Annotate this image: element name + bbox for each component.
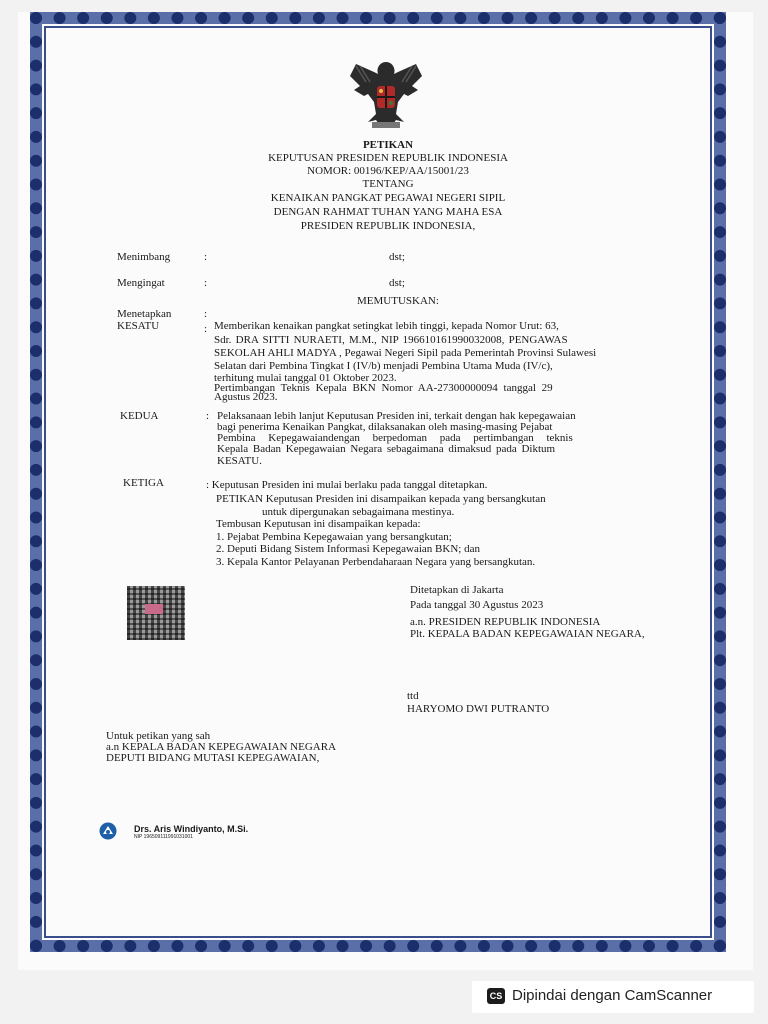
ketiga-label: KETIGA — [123, 477, 164, 489]
mengingat-value: dst; — [389, 277, 405, 289]
kesatu-label: KESATU — [117, 320, 160, 332]
ditetapkan-date: Pada tanggal 30 Agustus 2023 — [410, 599, 544, 611]
signer-nip: NIP 196509111991031001 — [134, 834, 193, 840]
camscanner-text: Dipindai dengan CamScanner — [512, 987, 713, 1004]
kedua-line4: Kepala Badan Kepegawaian Negara sebagaimana dimaksud pada Diktum — [217, 443, 556, 455]
kedua-line5: KESATU. — [217, 455, 262, 467]
petikan-sah-line1: Untuk petikan yang sah — [106, 730, 211, 742]
menimbang-value: dst; — [389, 251, 405, 263]
ttd-mark: ttd — [407, 690, 419, 702]
ditetapkan-place: Ditetapkan di Jakarta — [410, 584, 504, 596]
kesatu-line7: Agustus 2023. — [214, 391, 278, 403]
header-title: KEPUTUSAN PRESIDEN REPUBLIK INDONESIA — [268, 152, 508, 164]
header-rahmat: DENGAN RAHMAT TUHAN YANG MAHA ESA — [273, 206, 503, 218]
garuda-emblem-icon — [346, 56, 426, 134]
menetapkan-label: Menetapkan — [117, 308, 172, 320]
header-tentang: TENTANG — [362, 178, 414, 190]
kedua-label: KEDUA — [120, 410, 159, 422]
menimbang-colon: : — [204, 251, 208, 263]
menetapkan-colon: : — [204, 308, 208, 320]
kesatu-line2: Sdr. DRA SITTI NURAETI, M.M., NIP 196610161990032008, PENGAWAS — [214, 334, 568, 346]
kedua-colon: : — [206, 410, 210, 422]
kesatu-line1: Memberikan kenaikan pangkat setingkat lebih tinggi, kepada Nomor Urut: 63, — [214, 320, 559, 332]
header-nomor: NOMOR: 00196/KEP/AA/15001/23 — [307, 165, 469, 177]
kedua-line1: Pelaksanaan lebih lanjut Keputusan Presiden ini, terkait dengan hak kepegawaian — [217, 410, 576, 422]
camscanner-logo-icon: CS — [487, 988, 505, 1004]
tembusan-item-3: 3. Kepala Kantor Pelayanan Perbendaharaan Negara yang bersangkutan. — [216, 556, 536, 568]
official-name: HARYOMO DWI PUTRANTO — [407, 703, 550, 715]
petikan-sah-line2: a.n KEPALA BADAN KEPEGAWAIAN NEGARA — [106, 741, 337, 753]
kedua-line3: Pembina Kepegawaiandengan berpedoman pada pertimbangan teknis — [217, 432, 573, 444]
kesatu-line6: Pertimbangan Teknis Kepala BKN Nomor AA-27300000094 tanggal 29 — [214, 382, 553, 394]
ketiga-line3: untuk dipergunakan sebagaimana mestinya. — [262, 506, 455, 518]
ketiga-line2: PETIKAN Keputusan Presiden ini disampaikan kepada yang bersangkutan — [216, 493, 546, 505]
kesatu-line4: Selatan dari Pembina Tingkat I (IV/b) menjadi Pembina Utama Muda (IV/c), — [214, 360, 553, 372]
header-presiden: PRESIDEN REPUBLIK INDONESIA, — [300, 220, 476, 232]
bkn-logo-icon — [99, 822, 117, 840]
kesatu-line3: SEKOLAH AHLI MADYA , Pegawai Negeri Sipil pada Pemerintah Provinsi Sulawesi — [214, 347, 597, 359]
kesatu-line5: terhitung mulai tanggal 01 Oktober 2023. — [214, 372, 397, 384]
kedua-line2: bagi penerima Kenaikan Pangkat, dilaksanakan oleh masing-masing Pejabat — [217, 421, 553, 433]
ditetapkan-position: Plt. KEPALA BADAN KEPEGAWAIAN NEGARA, — [410, 628, 645, 640]
kesatu-colon: : — [204, 323, 208, 335]
signer-name: Drs. Aris Windiyanto, M.Si. — [134, 824, 249, 834]
petikan-sah-line3: DEPUTI BIDANG MUTASI KEPEGAWAIAN, — [106, 752, 320, 764]
ketiga-line4: Tembusan Keputusan ini disampaikan kepada: — [216, 518, 421, 530]
memutuskan-heading: MEMUTUSKAN: — [357, 295, 439, 307]
mengingat-colon: : — [204, 277, 208, 289]
ketiga-line1: : Keputusan Presiden ini mulai berlaku pada tanggal ditetapkan. — [206, 479, 488, 491]
header-petikan: PETIKAN — [362, 139, 414, 151]
menimbang-label: Menimbang — [117, 251, 171, 263]
qr-code-center-mark — [145, 604, 163, 614]
tembusan-item-2: 2. Deputi Bidang Sistem Informasi Kepegawaian BKN; dan — [216, 543, 480, 555]
tembusan-item-1: 1. Pejabat Pembina Kepegawaian yang bersangkutan; — [216, 531, 452, 543]
header-subject: KENAIKAN PANGKAT PEGAWAI NEGERI SIPIL — [270, 192, 506, 204]
mengingat-label: Mengingat — [117, 277, 165, 289]
ditetapkan-an: a.n. PRESIDEN REPUBLIK INDONESIA — [410, 616, 601, 628]
